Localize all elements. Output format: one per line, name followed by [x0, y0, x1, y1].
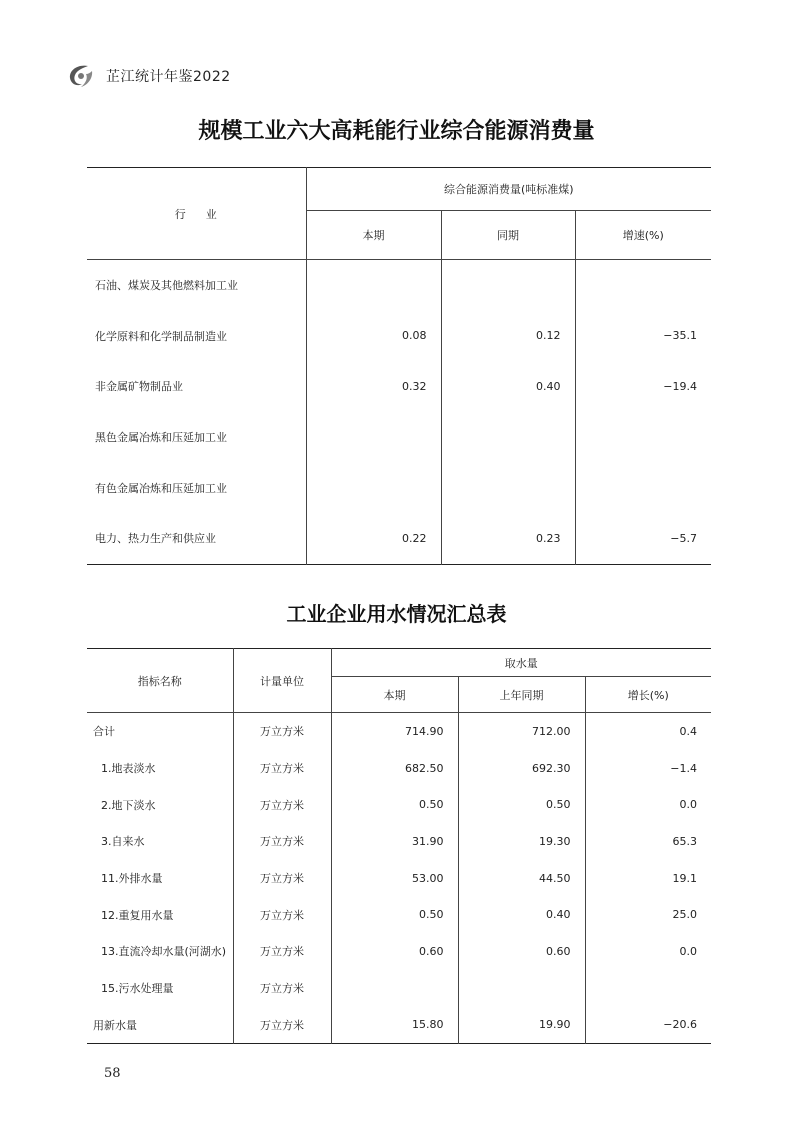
unit-value: 万立方米: [233, 896, 331, 933]
previous-value: 692.30: [458, 750, 585, 787]
growth-value: 65.3: [585, 823, 711, 860]
previous-value: [441, 462, 575, 513]
indicator-name: 13.直流冷却水量(河湖水): [101, 945, 227, 959]
previous-value: [458, 970, 585, 1007]
header-previous: 同期: [441, 211, 575, 260]
previous-value: 0.12: [441, 311, 575, 362]
header-growth: 增长(%): [585, 677, 711, 713]
table-row: [87, 412, 711, 463]
growth-value: −1.4: [585, 750, 711, 787]
current-value: 15.80: [331, 1007, 458, 1044]
table1-title: 规模工业六大高耗能行业综合能源消费量: [198, 118, 595, 144]
header-growth: 增速(%): [575, 211, 711, 260]
current-value: [331, 970, 458, 1007]
header-indicator: 指标名称: [87, 649, 233, 713]
table-row: [87, 896, 711, 933]
indicator-name: 11.外排水量: [101, 872, 163, 886]
previous-value: [441, 412, 575, 463]
growth-value: [575, 412, 711, 463]
table-row: [87, 311, 711, 362]
current-value: 0.50: [331, 786, 458, 823]
industry-name: 黑色金属冶炼和压延加工业: [87, 412, 306, 463]
unit-value: 万立方米: [233, 933, 331, 970]
unit-value: 万立方米: [233, 970, 331, 1007]
industry-name: 化学原料和化学制品制造业: [87, 311, 306, 362]
growth-value: 25.0: [585, 896, 711, 933]
water-usage-table: [87, 648, 711, 1044]
previous-value: 712.00: [458, 713, 585, 750]
indicator-name: 2.地下淡水: [101, 798, 156, 812]
unit-value: 万立方米: [233, 713, 331, 750]
table-row: [87, 750, 711, 787]
indicator-name: 合计: [93, 725, 115, 739]
unit-value: 万立方米: [233, 860, 331, 897]
unit-value: 万立方米: [233, 823, 331, 860]
current-value: 0.22: [306, 513, 441, 564]
table-row: [87, 260, 711, 311]
yearbook-title: 芷江统计年鉴2022: [106, 69, 231, 85]
growth-value: −19.4: [575, 361, 711, 412]
growth-value: −5.7: [575, 513, 711, 564]
growth-value: 0.0: [585, 786, 711, 823]
current-value: 682.50: [331, 750, 458, 787]
running-header: [66, 62, 231, 90]
header-water-intake: 取水量: [331, 649, 711, 677]
table-row: [87, 970, 711, 1007]
previous-value: 0.40: [458, 896, 585, 933]
header-previous: 上年同期: [458, 677, 585, 713]
previous-value: 44.50: [458, 860, 585, 897]
growth-value: [575, 260, 711, 311]
growth-value: −20.6: [585, 1007, 711, 1044]
current-value: 0.08: [306, 311, 441, 362]
growth-value: 0.0: [585, 933, 711, 970]
header-unit: 计量单位: [233, 649, 331, 713]
current-value: 0.32: [306, 361, 441, 412]
current-value: 31.90: [331, 823, 458, 860]
current-value: 0.50: [331, 896, 458, 933]
previous-value: 0.23: [441, 513, 575, 564]
industry-name: 有色金属冶炼和压延加工业: [87, 462, 306, 513]
table-row: [87, 860, 711, 897]
indicator-name: 3.自来水: [101, 835, 145, 849]
page-number: 58: [104, 1066, 121, 1081]
header-energy-consumption: 综合能源消费量(吨标准煤): [306, 168, 711, 211]
industry-name: 非金属矿物制品业: [87, 361, 306, 412]
table-row: [87, 786, 711, 823]
table-row: [87, 513, 711, 564]
table2-title: 工业企业用水情况汇总表: [286, 602, 507, 626]
indicator-name: 用新水量: [93, 1018, 137, 1032]
table-row: [87, 462, 711, 513]
previous-value: 19.90: [458, 1007, 585, 1044]
current-value: 53.00: [331, 860, 458, 897]
table-row: [87, 1007, 711, 1044]
indicator-name: 1.地表淡水: [101, 762, 156, 776]
header-current: 本期: [306, 211, 441, 260]
growth-value: 19.1: [585, 860, 711, 897]
previous-value: 19.30: [458, 823, 585, 860]
indicator-name: 15.污水处理量: [101, 982, 174, 996]
current-value: 714.90: [331, 713, 458, 750]
swirl-logo-icon: [66, 62, 96, 90]
growth-value: [585, 970, 711, 1007]
growth-value: −35.1: [575, 311, 711, 362]
table-row: [87, 823, 711, 860]
previous-value: [441, 260, 575, 311]
previous-value: 0.60: [458, 933, 585, 970]
unit-value: 万立方米: [233, 786, 331, 823]
growth-value: [575, 462, 711, 513]
industry-name: 电力、热力生产和供应业: [87, 513, 306, 564]
current-value: [306, 260, 441, 311]
indicator-name: 12.重复用水量: [101, 908, 174, 922]
current-value: [306, 462, 441, 513]
header-industry: 行业: [87, 168, 306, 260]
growth-value: 0.4: [585, 713, 711, 750]
current-value: [306, 412, 441, 463]
unit-value: 万立方米: [233, 750, 331, 787]
header-current: 本期: [331, 677, 458, 713]
table-row: [87, 361, 711, 412]
energy-consumption-table: [87, 167, 711, 565]
industry-name: 石油、煤炭及其他燃料加工业: [87, 260, 306, 311]
previous-value: 0.40: [441, 361, 575, 412]
table-row: [87, 933, 711, 970]
current-value: 0.60: [331, 933, 458, 970]
unit-value: 万立方米: [233, 1007, 331, 1044]
previous-value: 0.50: [458, 786, 585, 823]
table-row: [87, 713, 711, 750]
